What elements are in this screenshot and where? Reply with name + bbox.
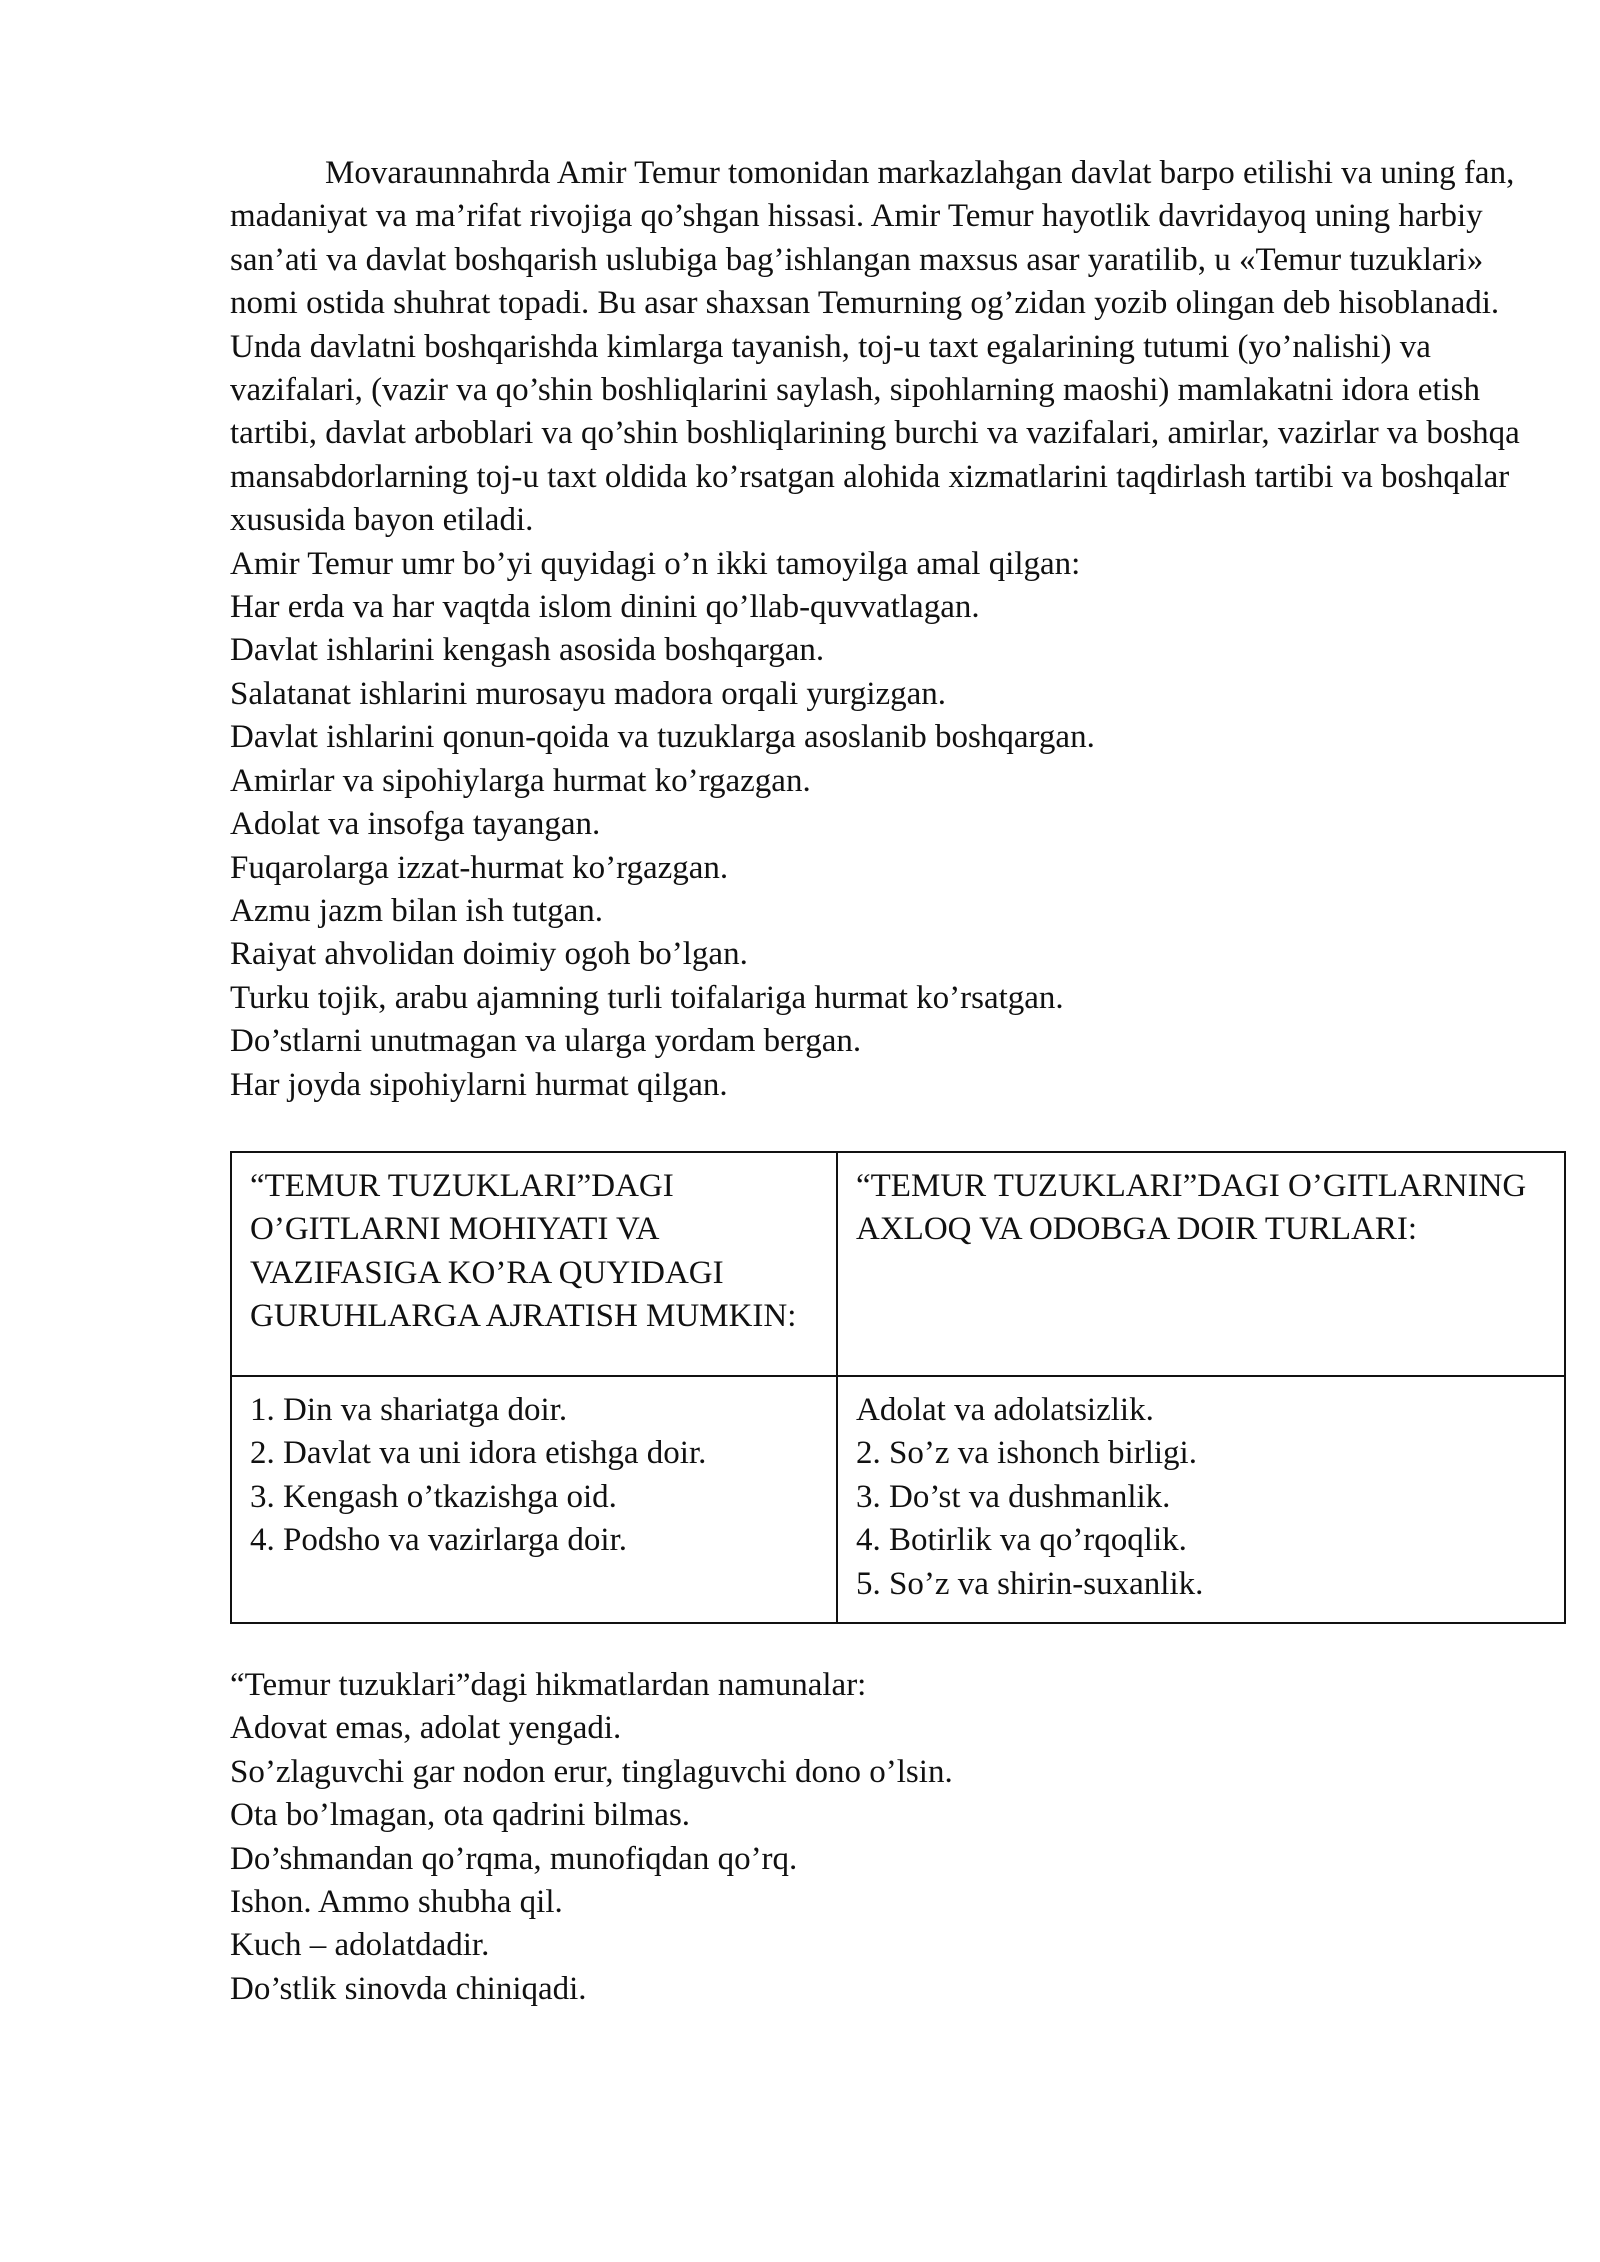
principle-item: Fuqarolarga izzat-hurmat ko’rgazgan. — [230, 849, 729, 886]
sayings-section — [230, 1664, 1570, 2011]
table-header-cell-groups: “TEMUR TUZUKLARI”DAGI O’GITLARNI MOHIYATI VA VAZIFASIGA KO’RA QUYIDAGI GURUHLARGA AJRATISH MUMKIN: — [231, 1152, 837, 1376]
principle-item: Amirlar va sipohiylarga hurmat ko’rgazgan. — [230, 762, 811, 799]
saying-item: So’zlaguvchi gar nodon erur, tinglaguvchi dono o’lsin. — [230, 1753, 953, 1790]
principle-item: Azmu jazm bilan ish tutgan. — [230, 892, 604, 929]
list-item: 3. Do’st va dushmanlik. — [856, 1478, 1171, 1515]
intro-paragraph: Movaraunnahrda Amir Temur tomonidan markazlahgan davlat barpo etilishi va uning fan, madaniyat va ma’rifat rivojiga qo’shgan hissasi. Amir Temur hayotlik davridayoq uning harbiy san’ati va davlat boshqarish uslubiga bag’ishlangan maxsus asar yaratilib, u «Temur tuzuklari» nomi ostida shuhrat topadi. Bu asar shaxsan Temurning og’zidan yozib olingan deb hisoblanadi. Unda davlatni boshqarishda kimlarga tayanish, toj-u taxt egalarining tutumi (yo’nalishi) va vazifalari, (vazir va qo’shin boshliqlarini saylash, sipohlarning maoshi) mamlakatni idora etish tartibi, davlat arboblari va qo’shin boshliqlarining burchi va vazifalari, amirlar, vazirlar va boshqa mansabdorlarning toj-u taxt oldida ko’rsatgan alohida xizmatlarini taqdirlash tartibi va boshqalar xususida bayon etiladi. — [230, 155, 1520, 539]
saying-item: Ishon. Ammo shubha qil. — [230, 1884, 563, 1920]
principle-item: Adolat va insofga tayangan. — [230, 806, 601, 843]
principle-item: Turku tojik, arabu ajamning turli toifalariga hurmat ko’rsatgan. — [230, 979, 1064, 1016]
table-header-row — [231, 1152, 1565, 1376]
table-cell-groups — [231, 1376, 837, 1623]
list-item: 1. Din va shariatga doir. — [250, 1391, 568, 1428]
saying-item: Do’stlik sinovda chiniqadi. — [230, 1970, 587, 2007]
list-item: 4. Botirlik va qo’rqoqlik. — [856, 1522, 1187, 1559]
principle-item: Do’stlarni unutmagan va ularga yordam bergan. — [230, 1023, 862, 1060]
guidance-table — [230, 1151, 1566, 1624]
principles-section — [230, 543, 1570, 1107]
list-item: 2. So’z va ishonch birligi. — [856, 1435, 1197, 1472]
principle-item: Har joyda sipohiylarni hurmat qilgan. — [230, 1066, 728, 1103]
list-item: 2. Davlat va uni idora etishga doir. — [250, 1435, 707, 1472]
list-item: Adolat va adolatsizlik. — [856, 1391, 1154, 1428]
table-row — [231, 1376, 1565, 1623]
principle-item: Davlat ishlarini qonun-qoida va tuzuklarga asoslanib boshqargan. — [230, 719, 1095, 756]
saying-item: Adovat emas, adolat yengadi. — [230, 1710, 622, 1747]
principle-item: Salatanat ishlarini murosayu madora orqali yurgizgan. — [230, 675, 947, 712]
saying-item: Kuch – adolatdadir. — [230, 1927, 490, 1964]
list-item: 3. Kengash o’tkazishga oid. — [250, 1478, 617, 1515]
saying-item: Do’shmandan qo’rqma, munofiqdan qo’rq. — [230, 1840, 798, 1877]
table-header-cell-ethics: “TEMUR TUZUKLARI”DAGI O’GITLARNING AXLOQ VA ODOBGA DOIR TURLARI: — [837, 1152, 1565, 1376]
document-page — [230, 152, 1570, 2011]
list-item: 5. So’z va shirin-suxanlik. — [856, 1565, 1204, 1602]
principle-item: Raiyat ahvolidan doimiy ogoh bo’lgan. — [230, 936, 748, 973]
table-cell-ethics — [837, 1376, 1565, 1623]
saying-item: Ota bo’lmagan, ota qadrini bilmas. — [230, 1797, 691, 1834]
principle-item: Davlat ishlarini kengash asosida boshqargan. — [230, 632, 825, 669]
principle-item: Har erda va har vaqtda islom dinini qo’llab-quvvatlagan. — [230, 589, 980, 626]
principles-heading: Amir Temur umr bo’yi quyidagi o’n ikki tamoyilga amal qilgan: — [230, 545, 1081, 582]
list-item: 4. Podsho va vazirlarga doir. — [250, 1522, 627, 1559]
sayings-heading: “Temur tuzuklari”dagi hikmatlardan namunalar: — [230, 1666, 867, 1703]
